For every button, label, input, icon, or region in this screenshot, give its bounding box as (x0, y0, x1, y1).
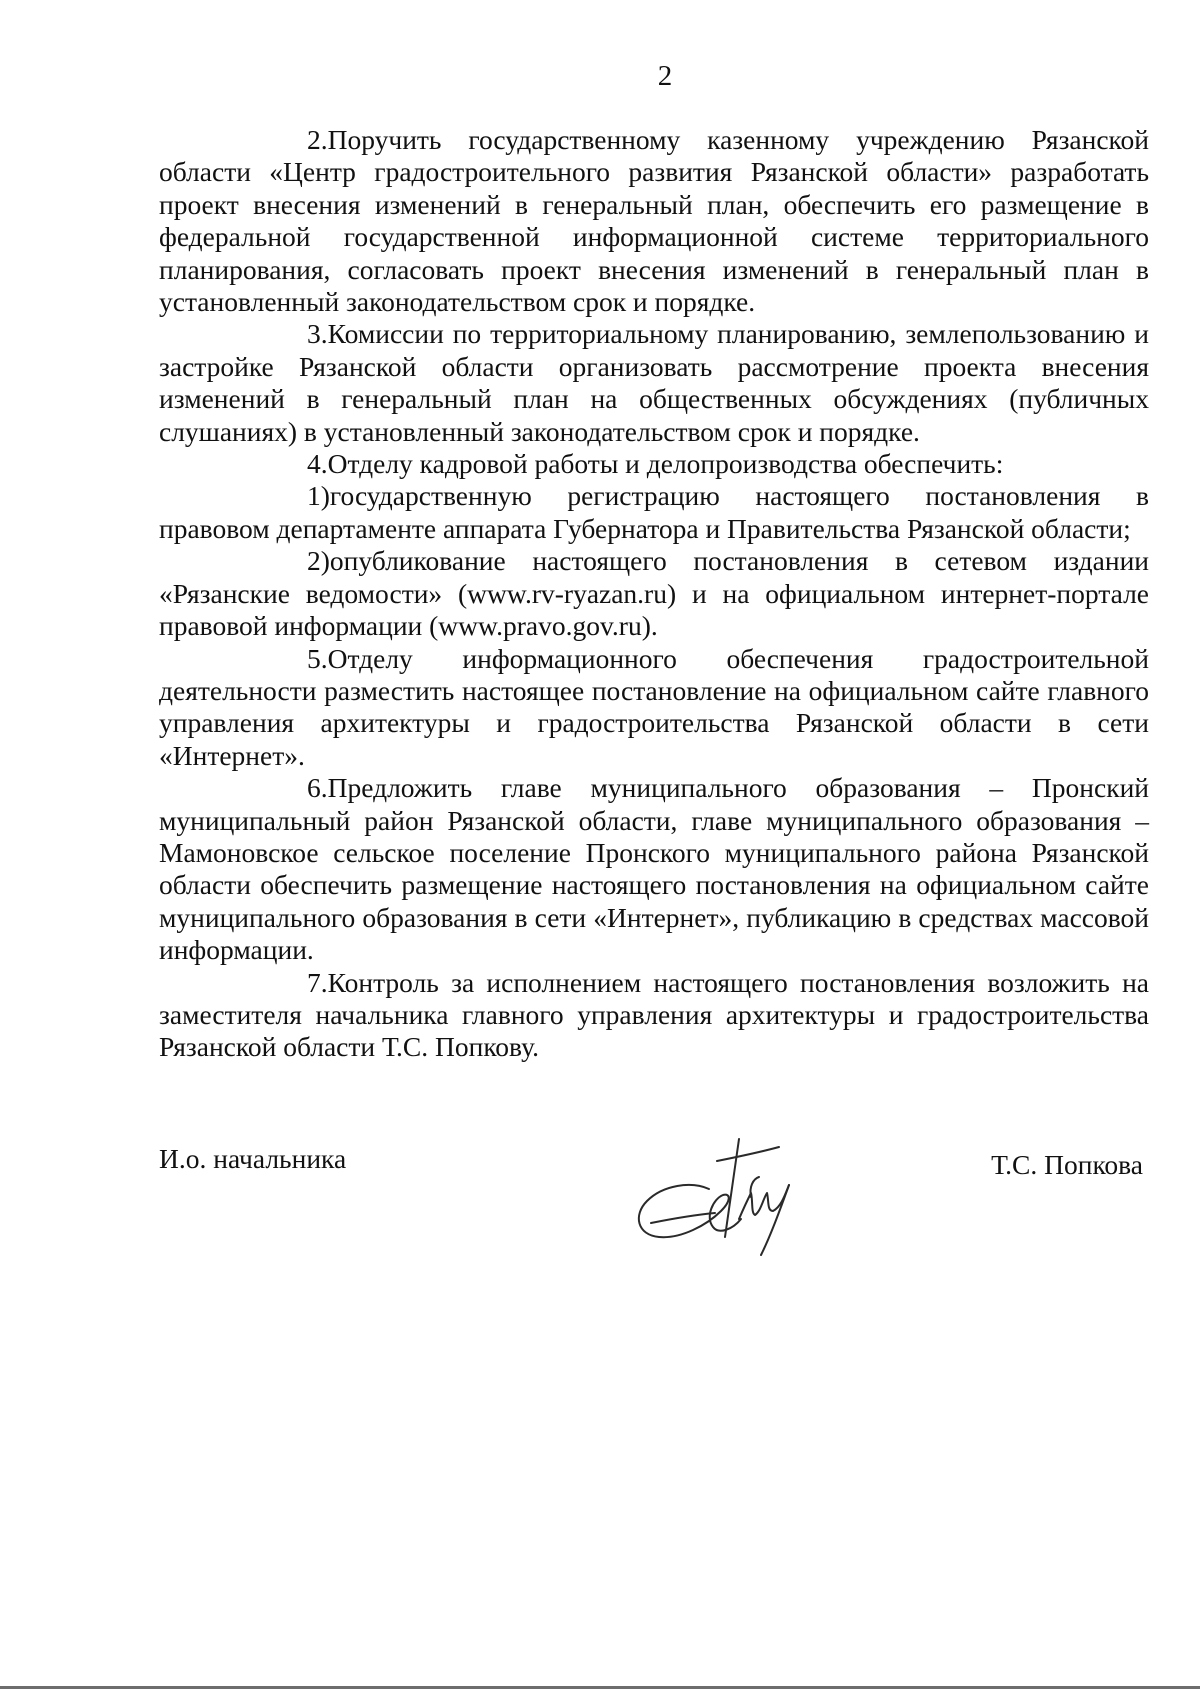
paragraph-text: опубликование настоящего постановления в сетевом издании «Рязанские ведомости» (www.rv-ryazan.ru) и на официальном интернет-портале правовой информации (www.pravo.gov.ru). (159, 545, 1149, 642)
subparagraph-number: 1) (307, 480, 330, 512)
paragraph-7 (159, 967, 1149, 1064)
signatory-role: И.о. начальника (159, 1143, 347, 1174)
paragraph-text: Контроль за исполнением настоящего постановления возложить на заместителя начальника главного управления архитектуры и градостроительства Рязанской области Т.С. Попкову. (159, 966, 1149, 1063)
paragraph-6 (159, 772, 1149, 966)
paragraph-4 (159, 448, 1149, 480)
signatory-name: Т.С. Попкова (991, 1149, 1143, 1180)
paragraph-number: 5. (307, 642, 328, 674)
paragraph-text: Комиссии по территориальному планированию, землепользованию и застройке Рязанской области организовать рассмотрение проекта внесения изменений в генеральный план на общественных обсуждениях (публичных слушаниях) в установленный законодательством срок и порядке. (159, 318, 1149, 447)
paragraph-3 (159, 318, 1149, 448)
paragraph-text: государственную регистрацию настоящего постановления в правовом департаменте аппарата Губернатора и Правительства Рязанской области; (159, 480, 1149, 544)
page-number: 2 (657, 60, 673, 92)
page-bottom-rule (0, 1686, 1200, 1689)
paragraph-text: Предложить главе муниципального образования – Пронский муниципальный район Рязанской области, главе муниципального образования – Мамоновское сельское поселение Пронского муниципального района Рязанской области обеспечить размещение настоящего постановления на официальном сайте муниципального образования в сети «Интернет», публикацию в средствах массовой информации. (159, 772, 1149, 966)
handwritten-signature (621, 1127, 821, 1267)
paragraph-5 (159, 643, 1149, 773)
paragraph-2 (159, 124, 1149, 318)
subparagraph-4-1 (159, 480, 1149, 545)
paragraph-number: 2. (307, 124, 328, 155)
paragraph-number: 6. (307, 772, 328, 804)
paragraph-number: 7. (307, 966, 328, 998)
paragraph-text: Отделу кадровой работы и делопроизводства обеспечить: (327, 448, 1004, 480)
paragraph-text: Отделу информационного обеспечения градостроительной деятельности разместить настоящее постановление на официальном сайте главного управления архитектуры и градостроительства Рязанской области в сети «Интернет». (159, 642, 1149, 771)
subparagraph-number: 2) (307, 545, 330, 577)
paragraph-text: Поручить государственному казенному учреждению Рязанской области «Центр градостроительного развития Рязанской области» разработать проект внесения изменений в генеральный план, обеспечить его размещение в федеральной государственной информационной системе территориального планирования, согласовать проект внесения изменений в генеральный план в установленный законодательством срок и порядке. (159, 124, 1149, 318)
paragraph-number: 4. (307, 448, 328, 480)
paragraph-number: 3. (307, 318, 328, 350)
signature-block (159, 1143, 1149, 1293)
subparagraph-4-2 (159, 545, 1149, 642)
document-body (159, 124, 1149, 1064)
